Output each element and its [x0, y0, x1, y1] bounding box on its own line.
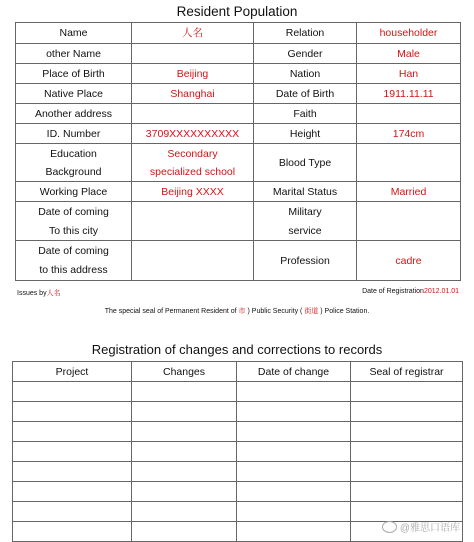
- table-row: [16, 182, 461, 202]
- label-education-line2: Background: [45, 165, 102, 178]
- registration-date-label: Date of Registration: [362, 288, 424, 295]
- seal-statement: [0, 306, 474, 316]
- value-working-place: Beijing XXXX: [132, 182, 254, 202]
- value-date-coming-city: [132, 202, 254, 241]
- label-military-service-line2: service: [288, 224, 322, 237]
- seal-text-city: 市: [238, 308, 246, 315]
- table-row: [13, 442, 463, 462]
- cell: [13, 522, 132, 542]
- seal-text-a: The special seal of Permanent Resident of: [104, 308, 237, 315]
- label-education: [16, 144, 132, 182]
- label-relation: Relation: [254, 23, 357, 44]
- label-nation: Nation: [254, 64, 357, 84]
- cell: [13, 422, 132, 442]
- cell: [351, 422, 463, 442]
- table-row: [16, 144, 461, 182]
- value-name: 人名: [132, 23, 254, 44]
- table-row: [16, 241, 461, 281]
- registration-date: [362, 288, 459, 295]
- label-date-coming-address: [16, 241, 132, 281]
- table-row: [13, 402, 463, 422]
- cell: [13, 442, 132, 462]
- label-date-coming-city-line1: Date of coming: [38, 205, 109, 218]
- label-other-name: other Name: [16, 44, 132, 64]
- label-military-service-line1: Military: [288, 205, 322, 218]
- table-row: [16, 44, 461, 64]
- seal-text-e: ) Police Station.: [320, 308, 370, 315]
- value-other-name: [132, 44, 254, 64]
- cell: [132, 442, 237, 462]
- page-title: Resident Population: [176, 4, 298, 19]
- cell: [351, 482, 463, 502]
- label-height: Height: [254, 124, 357, 144]
- cell: [132, 462, 237, 482]
- label-native-place: Native Place: [16, 84, 132, 104]
- registration-date-value: 2012.01.01: [423, 288, 459, 295]
- table-row: [16, 23, 461, 44]
- value-profession: cadre: [357, 241, 461, 281]
- col-changes: Changes: [132, 362, 237, 382]
- value-blood-type: [357, 144, 461, 182]
- cell: [237, 442, 351, 462]
- value-place-of-birth: Beijing: [132, 64, 254, 84]
- cell: [351, 442, 463, 462]
- cell: [351, 462, 463, 482]
- col-project: Project: [13, 362, 132, 382]
- label-blood-type: Blood Type: [254, 144, 357, 182]
- label-place-of-birth: Place of Birth: [16, 64, 132, 84]
- label-date-coming-city: [16, 202, 132, 241]
- label-name: Name: [16, 23, 132, 44]
- value-another-address: [132, 104, 254, 124]
- value-education-line1: Secondary: [167, 147, 218, 160]
- cell: [237, 402, 351, 422]
- label-id-number: ID. Number: [16, 124, 132, 144]
- changes-title: Registration of changes and corrections to records: [91, 342, 383, 357]
- watermark: [382, 519, 460, 534]
- label-date-coming-address-line2: to this address: [39, 264, 108, 276]
- cell: [132, 522, 237, 542]
- cell: [132, 382, 237, 402]
- issues-by-label: Issues by: [17, 290, 47, 297]
- value-id-number: 3709XXXXXXXXXX: [132, 124, 254, 144]
- label-education-line1: Education: [50, 147, 97, 160]
- table-row: [13, 422, 463, 442]
- col-date-of-change: Date of change: [237, 362, 351, 382]
- label-working-place: Working Place: [16, 182, 132, 202]
- value-height: 174cm: [357, 124, 461, 144]
- label-date-of-birth: Date of Birth: [254, 84, 357, 104]
- value-education: [132, 144, 254, 182]
- cell: [351, 402, 463, 422]
- cell: [237, 462, 351, 482]
- table-row: [16, 104, 461, 124]
- table-row: [13, 382, 463, 402]
- label-profession: Profession: [254, 241, 357, 281]
- cell: [237, 422, 351, 442]
- value-nation: Han: [357, 64, 461, 84]
- table-row: [13, 462, 463, 482]
- value-relation: householder: [357, 23, 461, 44]
- cell: [237, 382, 351, 402]
- seal-text-c: ) Public Security (: [247, 308, 303, 315]
- cell: [351, 382, 463, 402]
- value-education-line2: specialized school: [149, 165, 236, 178]
- value-gender: Male: [357, 44, 461, 64]
- cell: [237, 522, 351, 542]
- label-marital-status: Marital Status: [254, 182, 357, 202]
- cell: [132, 422, 237, 442]
- cell: [237, 482, 351, 502]
- cell: [132, 482, 237, 502]
- label-date-coming-city-line2: To this city: [48, 224, 98, 237]
- value-date-coming-address: [132, 241, 254, 281]
- table-row: [16, 84, 461, 104]
- cell: [132, 402, 237, 422]
- seal-text-street: 街道: [304, 308, 319, 315]
- cell: [13, 402, 132, 422]
- cell: [237, 502, 351, 522]
- value-date-of-birth: 1911.11.11: [357, 84, 461, 104]
- value-native-place: Shanghai: [132, 84, 254, 104]
- label-date-coming-address-line1: Date of coming: [38, 245, 109, 257]
- cell: [13, 482, 132, 502]
- label-another-address: Another address: [16, 104, 132, 124]
- label-military-service: [254, 202, 357, 241]
- resident-info-table: [15, 22, 461, 281]
- label-gender: Gender: [254, 44, 357, 64]
- col-seal-of-registrar: Seal of registrar: [351, 362, 463, 382]
- changes-table: [12, 361, 463, 542]
- value-military-service: [357, 202, 461, 241]
- cell: [13, 502, 132, 522]
- table-row: [16, 64, 461, 84]
- cell: [13, 462, 132, 482]
- value-marital-status: Married: [357, 182, 461, 202]
- table-row: [16, 202, 461, 241]
- label-faith: Faith: [254, 104, 357, 124]
- table-row: [16, 124, 461, 144]
- cell: [13, 382, 132, 402]
- table-header-row: [13, 362, 463, 382]
- issues-by-value: 人名: [46, 290, 61, 297]
- value-faith: [357, 104, 461, 124]
- cell: [132, 502, 237, 522]
- issues-by: [17, 288, 61, 298]
- table-row: [13, 482, 463, 502]
- weibo-icon: [382, 521, 397, 533]
- watermark-text: @雅思口语库: [399, 523, 460, 534]
